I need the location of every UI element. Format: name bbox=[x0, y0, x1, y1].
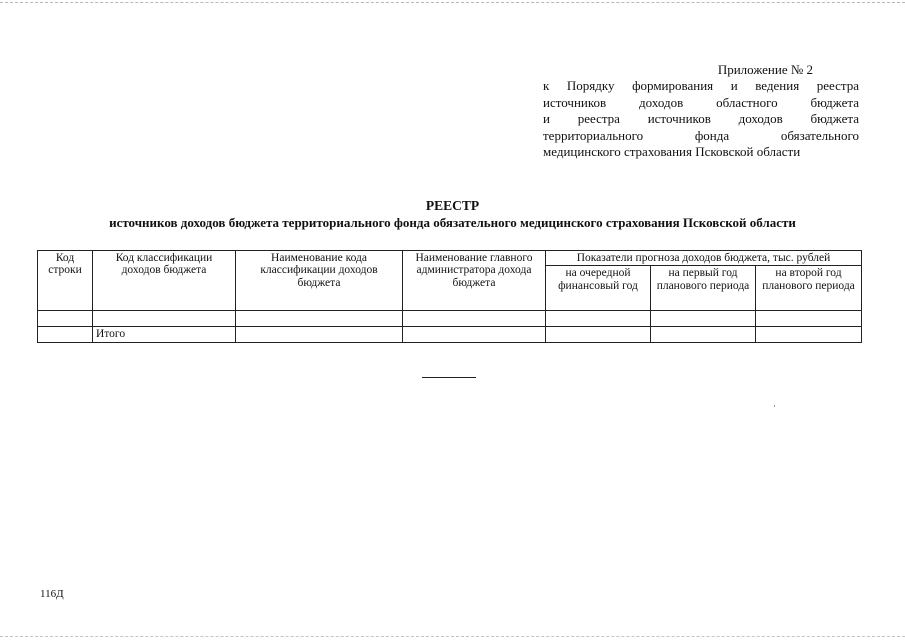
table-cell bbox=[403, 311, 546, 327]
appendix-block bbox=[543, 62, 859, 160]
header-forecast-current-year: на очередной финансовый год bbox=[546, 266, 651, 311]
appendix-line: к Порядку формирования и ведения реестра bbox=[543, 78, 859, 94]
table-cell bbox=[756, 327, 862, 343]
table-cell bbox=[236, 327, 403, 343]
header-forecast-second-plan-year: на второй год планового периода bbox=[756, 266, 862, 311]
table-cell bbox=[93, 311, 236, 327]
table-cell bbox=[546, 311, 651, 327]
table-cell bbox=[236, 311, 403, 327]
table-cell bbox=[651, 311, 756, 327]
table-row bbox=[38, 311, 862, 327]
appendix-line: территориального фонда обязательного bbox=[543, 127, 859, 143]
registry-table bbox=[37, 250, 862, 343]
document-title: РЕЕСТР bbox=[425, 198, 480, 213]
total-label: Итого bbox=[93, 327, 236, 343]
separator-line bbox=[422, 377, 476, 378]
header-classification-name: Наименование кода классификации доходов бюджета bbox=[236, 251, 403, 311]
footer-code: 116Д bbox=[40, 588, 64, 600]
appendix-line: медицинского страхования Псковской области bbox=[543, 144, 801, 160]
header-row-code: Код строки bbox=[38, 251, 93, 311]
appendix-heading: Приложение № 2 bbox=[717, 62, 813, 77]
header-forecast-group: Показатели прогноза доходов бюджета, тыс. рублей bbox=[546, 251, 862, 266]
table-cell bbox=[756, 311, 862, 327]
scan-edge-top bbox=[0, 2, 905, 3]
scan-speck bbox=[774, 405, 775, 407]
appendix-line: источников доходов областного бюджета bbox=[543, 94, 859, 110]
header-forecast-first-plan-year: на первый год планового периода bbox=[651, 266, 756, 311]
header-administrator-name: Наименование главного администратора дохода бюджета bbox=[403, 251, 546, 311]
appendix-line: и реестра источников доходов бюджета bbox=[543, 111, 859, 127]
document-subtitle: источников доходов бюджета территориального фонда обязательного медицинского страхования Псковской области bbox=[109, 215, 796, 230]
total-row bbox=[38, 327, 862, 343]
table-cell bbox=[38, 311, 93, 327]
header-classification-code: Код классификации доходов бюджета bbox=[93, 251, 236, 311]
table-cell bbox=[546, 327, 651, 343]
table-cell bbox=[38, 327, 93, 343]
table-cell bbox=[651, 327, 756, 343]
scan-edge-bottom bbox=[0, 636, 905, 637]
table-cell bbox=[403, 327, 546, 343]
